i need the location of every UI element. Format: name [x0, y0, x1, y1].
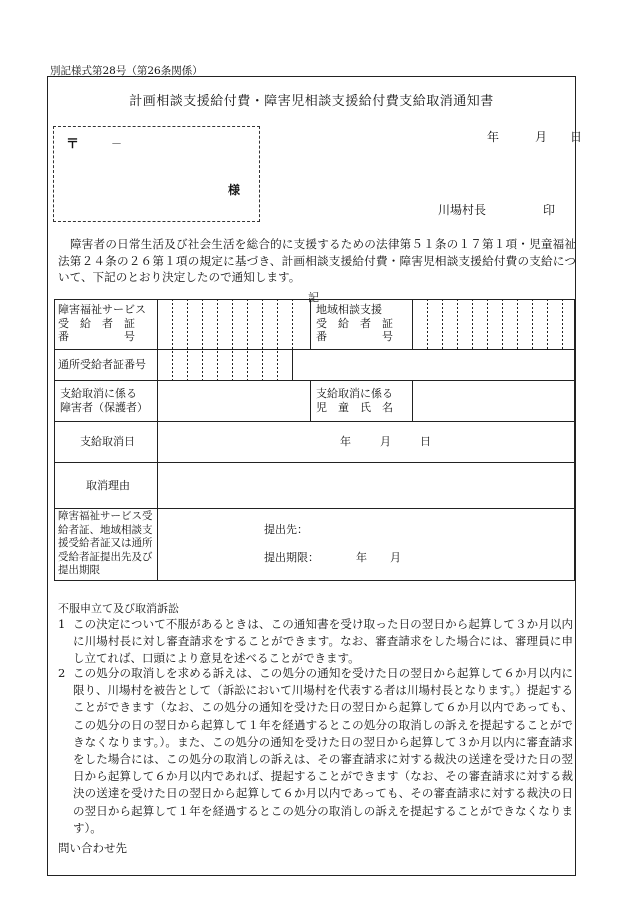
note-number-2: 2	[58, 666, 66, 680]
deadline-label: 提出期限：	[264, 551, 319, 564]
postal-code-dash: －	[111, 137, 122, 150]
reason-label: 取消理由	[86, 479, 130, 492]
deadline-year: 年	[356, 551, 367, 564]
note-item-2: この処分の取消しを求める訴えは、この処分の通知を受けた日の翌日から起算して６か月以内に限り、川場村を被告として（訴訟において川場村を代表する者は川場村長となります。）提起することができます（なお、この処分の通知を受けた日の翌日から起算して６か月以内であっても、この処分の日の翌日から起算して１年を経過するとこの処分の取消しの訴えを提起することができなくなります。）。また、この処分の通知を受けた日の翌日から起算して３か月以内に審査請求をした場合には、この処分の取消しの訴えは、その審査請求に対する裁決の送達を受けた日の翌日から起算して６か月以内であれば、提起することができます（なお、その審査請求に対する裁決の送達を受けた日の翌日から起算して６か月以内であっても、その審査請求に対する裁決の日の翌日から起算して１年を経過するとこの処分の取消しの訴えを提起することができなくなります）。	[73, 666, 573, 835]
regional-cert-label: 地域相談支援 受 給 者 証 番 号	[316, 303, 393, 343]
daycare-cert-label: 通所受給者証番号	[58, 358, 146, 371]
note-number-1: 1	[58, 617, 66, 631]
contact-label: 問い合わせ先	[58, 841, 127, 855]
recipient-honorific: 様	[228, 183, 241, 197]
details-table	[54, 299, 575, 581]
person-label: 支給取消に係る 障害者（保護者）	[60, 387, 148, 414]
child-name-label: 支給取消に係る 児 童 氏 名	[316, 387, 393, 414]
date-year: 年	[487, 130, 500, 144]
document-title: 計画相談支援給付費・障害児相談支援給付費支給取消通知書	[129, 94, 494, 109]
deadline-month: 月	[390, 551, 401, 564]
appeal-notes-title: 不服申立て及び取消訴訟	[58, 602, 179, 615]
cancel-date-month: 月	[380, 435, 391, 448]
seal-mark: 印	[543, 203, 556, 217]
ki-label: 記	[308, 291, 319, 304]
form-number-label: 別記様式第28号（第26条関係）	[50, 65, 203, 77]
date-month: 月	[535, 130, 548, 144]
recipient-address-box	[53, 126, 260, 222]
date-day: 日	[570, 130, 583, 144]
postal-mark-icon: 〒	[66, 137, 80, 152]
submit-to-label: 提出先：	[264, 523, 308, 536]
issuer-name: 川場村長	[438, 203, 487, 217]
recipient-cert-label: 障害福祉サービス 受 給 者 証 番 号	[58, 303, 146, 343]
cancel-date-day: 日	[420, 435, 431, 448]
notification-body: 障害者の日常生活及び社会生活を総合的に支援するための法律第５１条の１７第１項・児童福祉法第２４条の２６第１項の規定に基づき、計画相談支援給付費・障害児相談支援給付費の支給について、下記のとおり決定したので通知します。	[58, 237, 576, 284]
cancel-date-year: 年	[340, 435, 351, 448]
note-item-1: この決定について不服があるときは、この通知書を受け取った日の翌日から起算して３か月以内に川場村長に対し審査請求をすることができます。なお、審査請求をした場合には、審理員に申し立てれば、口頭により意見を述べることができます。	[73, 617, 573, 666]
submission-label: 障害福祉サービス受 給者証、地域相談支 援受給者証又は通所 受給者証提出先及び 提出期限	[58, 510, 153, 576]
cancel-date-label: 支給取消日	[80, 435, 135, 448]
